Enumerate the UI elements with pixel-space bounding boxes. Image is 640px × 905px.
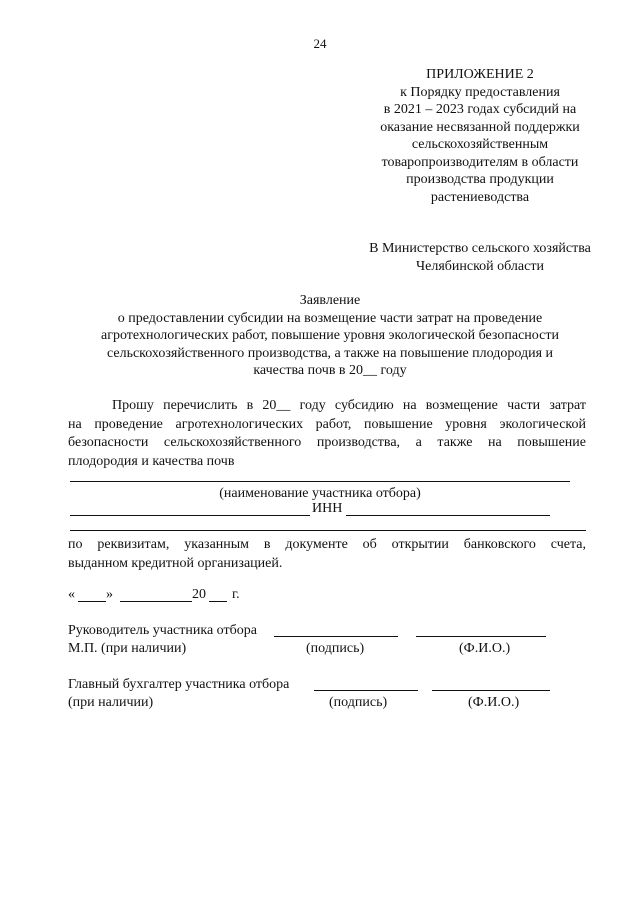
date-month-field[interactable]: [120, 601, 192, 602]
title-line: о предоставлении субсидии на возмещение части затрат на проведение: [117, 310, 543, 326]
accountant-sign-caption: (подпись): [329, 695, 388, 710]
title-line: сельскохозяйственного производства, а также на повышение плодородия и: [107, 345, 553, 361]
inn-left-line[interactable]: [70, 515, 310, 516]
requisites-line[interactable]: [70, 530, 586, 531]
seal-label: М.П. (при наличии): [68, 641, 187, 656]
addressee-line: В Министерство сельского хозяйства: [369, 241, 591, 256]
addressee-line: Челябинской области: [416, 259, 544, 274]
document-title: [60, 292, 600, 380]
date-suffix: г.: [232, 587, 240, 602]
appendix-line: оказание несвязанной поддержки: [380, 119, 580, 135]
appendix-line: растениеводства: [430, 189, 530, 205]
head-name-caption: (Ф.И.О.): [459, 641, 511, 656]
appendix-header: [330, 66, 630, 206]
body-line: на проведение агротехнологических работ, повышение уровня экологической: [68, 416, 586, 432]
body-line: плодородия и качества почв: [68, 453, 235, 469]
appendix-line: к Порядку предоставления: [400, 84, 560, 100]
title-line: агротехнологических работ, повышение уровня экологической безопасности: [101, 328, 559, 343]
inn-label: ИНН: [312, 501, 343, 516]
date-year-field[interactable]: [209, 601, 227, 602]
accountant-signature-field[interactable]: [314, 690, 418, 691]
addressee: [330, 240, 630, 276]
title-heading: Заявление: [299, 293, 361, 308]
accountant-label: Главный бухгалтер участника отбора: [68, 677, 290, 692]
appendix-line: товаропроизводителям в области: [381, 154, 579, 170]
head-sign-caption: (подпись): [306, 641, 365, 656]
appendix-line: сельскохозяйственным: [411, 137, 549, 152]
head-name-field[interactable]: [416, 636, 546, 637]
head-label: Руководитель участника отбора: [68, 623, 257, 638]
date-close-quote: »: [106, 587, 113, 602]
requisites-line-text: выданном кредитной организацией.: [68, 555, 283, 571]
appendix-line: производства продукции: [406, 172, 554, 187]
requisites-paragraph: [68, 536, 586, 573]
requisites-line-text: по реквизитам, указанным в документе об открытии банковского счета,: [68, 537, 586, 552]
date-open-quote: «: [68, 587, 75, 602]
page-number: 24: [313, 36, 327, 51]
accountant-name-caption: (Ф.И.О.): [468, 695, 520, 710]
body-line: безопасности сельскохозяйственного производства, а также на повышение: [68, 435, 586, 450]
appendix-line: в 2021 – 2023 годах субсидий на: [383, 102, 577, 117]
accountant-name-field[interactable]: [432, 690, 550, 691]
participant-name-line[interactable]: [70, 481, 570, 482]
head-signature-field[interactable]: [274, 636, 398, 637]
date-day-field[interactable]: [78, 601, 106, 602]
accountant-sub-label: (при наличии): [68, 695, 154, 710]
participant-name-caption: (наименование участника отбора): [219, 486, 421, 501]
title-line: качества почв в 20__ году: [253, 363, 407, 378]
request-paragraph: [68, 397, 586, 471]
appendix-line: ПРИЛОЖЕНИЕ 2: [426, 67, 534, 82]
inn-field-line[interactable]: [346, 515, 550, 516]
body-line: Прошу перечислить в 20__ году субсидию на возмещение части затрат: [112, 398, 586, 413]
date-century: 20: [192, 587, 206, 602]
